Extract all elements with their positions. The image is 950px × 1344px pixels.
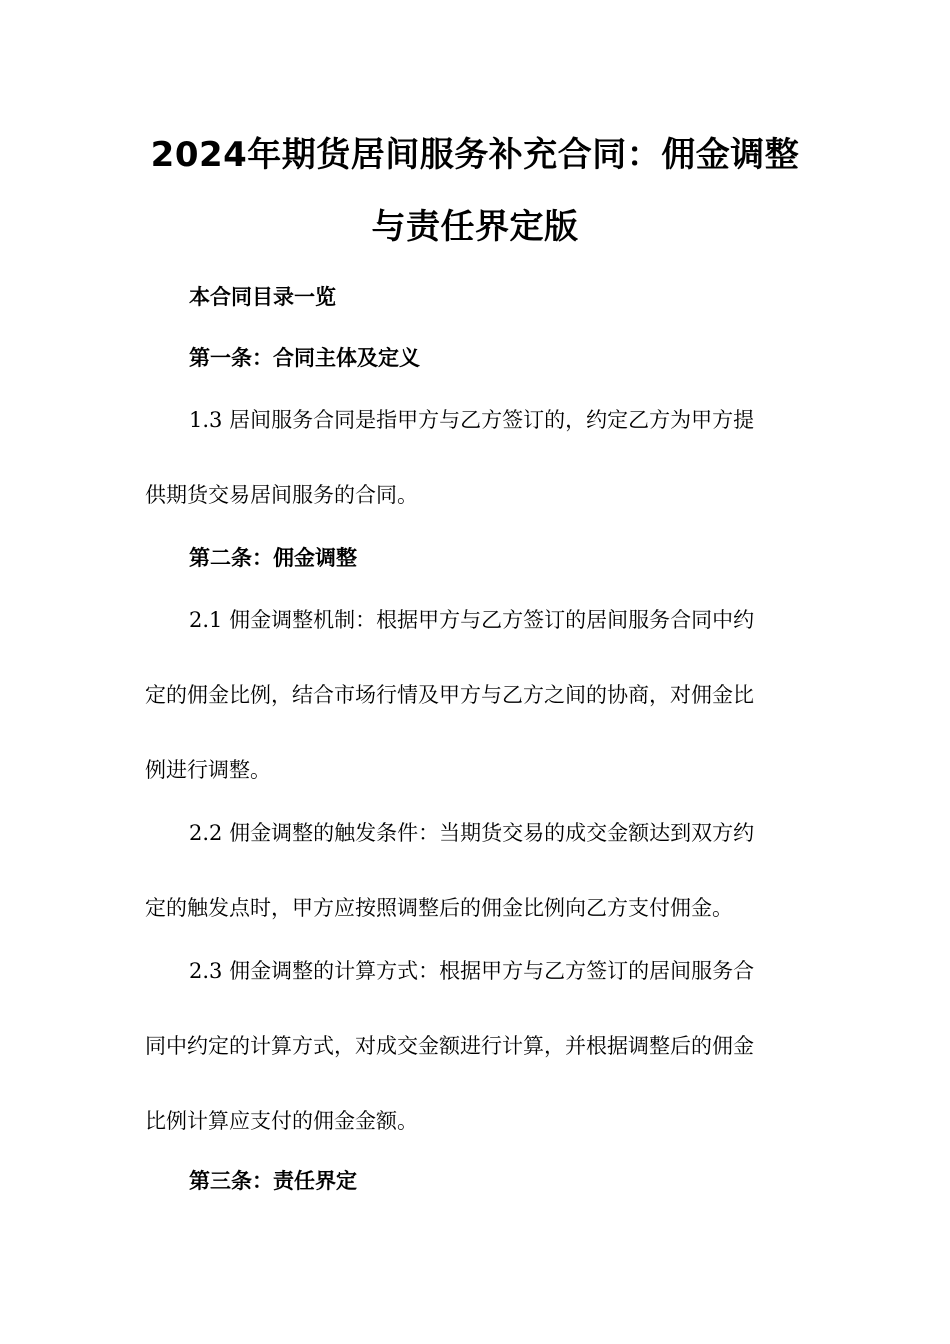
document-title-line-2: 与责任界定版 [371, 207, 579, 247]
clause-2-3-line-1: 2.3 佣金调整的计算方式：根据甲方与乙方签订的居间服务合 [189, 959, 755, 983]
article-3-heading: 第三条：责任界定 [189, 1169, 357, 1193]
clause-2-3-line-3: 比例计算应支付的佣金金额。 [145, 1109, 418, 1133]
clause-2-1-line-3: 例进行调整。 [145, 758, 271, 782]
toc-heading: 本合同目录一览 [189, 285, 336, 309]
clause-2-2-line-2: 定的触发点时，甲方应按照调整后的佣金比例向乙方支付佣金。 [145, 896, 733, 920]
clause-2-3-line-2: 同中约定的计算方式，对成交金额进行计算，并根据调整后的佣金 [145, 1034, 754, 1058]
clause-2-2-line-1: 2.2 佣金调整的触发条件：当期货交易的成交金额达到双方约 [189, 821, 755, 845]
article-2-heading: 第二条：佣金调整 [189, 546, 357, 570]
clause-2-1-line-1: 2.1 佣金调整机制：根据甲方与乙方签订的居间服务合同中约 [189, 608, 755, 632]
clause-1-3-line-2: 供期货交易居间服务的合同。 [145, 483, 418, 507]
article-1-heading: 第一条：合同主体及定义 [189, 346, 420, 370]
clause-1-3-line-1: 1.3 居间服务合同是指甲方与乙方签订的，约定乙方为甲方提 [189, 408, 755, 432]
document-title-line-1: 2024年期货居间服务补充合同：佣金调整 [150, 135, 800, 175]
clause-2-1-line-2: 定的佣金比例，结合市场行情及甲方与乙方之间的协商，对佣金比 [145, 683, 754, 707]
